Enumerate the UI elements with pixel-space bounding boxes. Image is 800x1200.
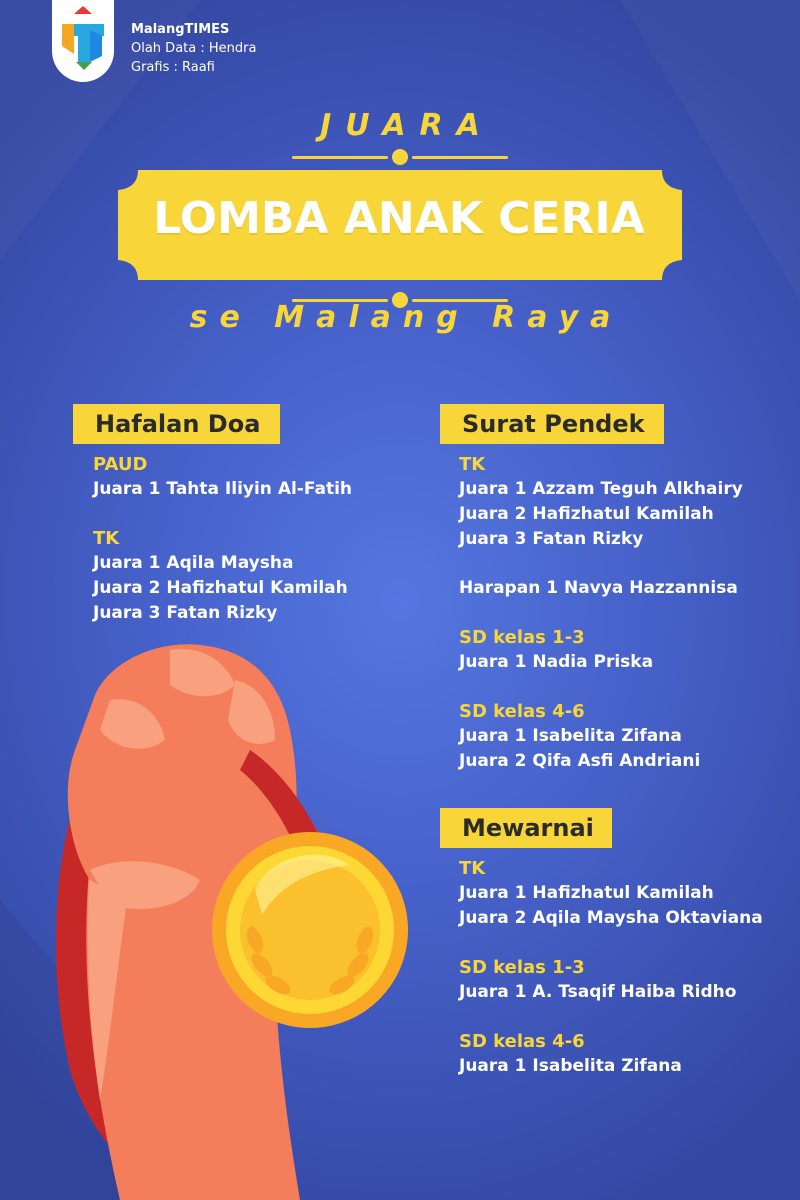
category-label: TK	[93, 528, 120, 549]
section-hafalan-doa	[93, 452, 352, 626]
winner-entry-harapan: Harapan 1 Navya Hazzannisa	[459, 578, 738, 598]
winner-entry: Juara 2 Hafizhatul Kamilah	[459, 504, 714, 524]
page-subtitle: se Malang Raya	[189, 300, 623, 335]
ornament-line-top-right	[412, 156, 508, 159]
category-label: PAUD	[93, 454, 148, 475]
hand-holding-medal-icon	[0, 640, 420, 1200]
winner-entry: Juara 1 Hafizhatul Kamilah	[459, 883, 714, 903]
category-label: TK	[459, 858, 486, 879]
winner-entry: Juara 3 Fatan Rizky	[459, 529, 644, 549]
winner-entry: Juara 1 Aqila Maysha	[93, 553, 294, 573]
winner-entry: Juara 3 Fatan Rizky	[93, 603, 278, 623]
section-header-hafalan-doa: Hafalan Doa	[73, 404, 280, 444]
ornament-dot-top	[392, 149, 408, 165]
category-label: SD kelas 1-3	[459, 627, 585, 648]
title-top-word: JUARA	[320, 108, 494, 143]
brand-logo-card	[52, 0, 114, 82]
section-mewarnai	[459, 856, 763, 1079]
winner-entry: Juara 1 Isabelita Zifana	[459, 726, 682, 746]
winner-entry: Juara 2 Qifa Asfi Andriani	[459, 751, 701, 771]
winner-entry: Juara 1 Isabelita Zifana	[459, 1056, 682, 1076]
category-label: SD kelas 4-6	[459, 701, 585, 722]
winner-entry: Juara 1 Tahta Iliyin Al-Fatih	[93, 479, 353, 499]
ornament-line-top-left	[292, 156, 388, 159]
brand-info	[131, 20, 256, 77]
malangtimes-logo-icon	[52, 0, 114, 82]
category-label: SD kelas 1-3	[459, 957, 585, 978]
section-header-mewarnai: Mewarnai	[440, 808, 612, 848]
brand-name: MalangTIMES	[131, 22, 230, 37]
page-title: LOMBA ANAK CERIA	[153, 193, 645, 244]
winner-entry: Juara 1 Nadia Priska	[459, 652, 654, 672]
winner-entry: Juara 1 Azzam Teguh Alkhairy	[459, 479, 743, 499]
section-surat-pendek	[459, 452, 743, 774]
graphic-credit: Grafis : Raafi	[131, 60, 215, 75]
data-credit: Olah Data : Hendra	[131, 41, 257, 56]
winner-entry: Juara 2 Aqila Maysha Oktaviana	[459, 908, 763, 928]
category-label: SD kelas 4-6	[459, 1031, 585, 1052]
category-label: TK	[459, 454, 486, 475]
winner-entry: Juara 2 Hafizhatul Kamilah	[93, 578, 348, 598]
section-header-surat-pendek: Surat Pendek	[440, 404, 664, 444]
winner-entry: Juara 1 A. Tsaqif Haiba Ridho	[459, 982, 737, 1002]
